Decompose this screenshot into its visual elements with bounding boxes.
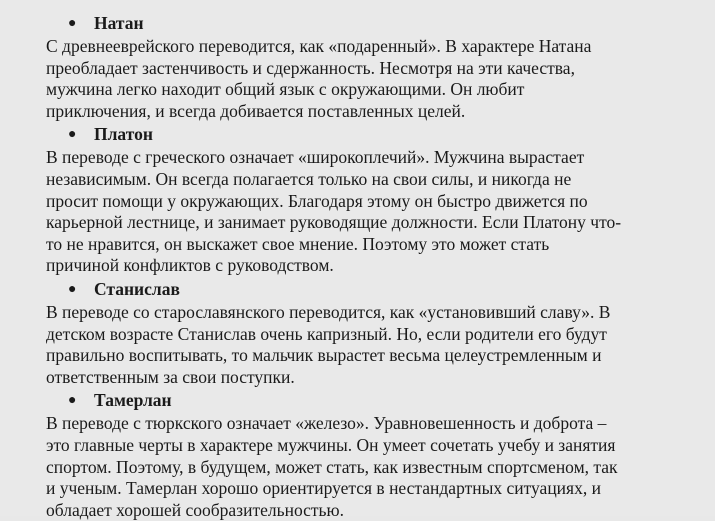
text-line: правильно воспитывать, то мальчик вырастет весьма целеустремленным и: [46, 345, 602, 366]
name-description: [46, 147, 707, 277]
text-line: независимым. Он всегда полагается только на свои силы, и никогда не: [46, 168, 572, 189]
name-description: [46, 413, 707, 521]
name-entry-platon: [46, 122, 707, 277]
bullet-icon: ●: [68, 393, 77, 409]
text-line: просит помощи у окружающих. Благодаря этому он быстро движется по: [46, 190, 588, 211]
text-line: это главные черты в характере мужчины. Он умеет сочетать учебу и занятия: [46, 434, 616, 455]
name-title: Натан: [94, 13, 144, 33]
text-line: карьерной лестнице, и занимает руководящие должности. Если Платону что-: [46, 212, 622, 233]
text-line: спортом. Поэтому, в будущем, может стать, как известным спортсменом, так: [46, 456, 618, 477]
name-entry-stanislav: [46, 277, 707, 388]
text-line: преобладает застенчивость и сдержанность. Несмотря на эти качества,: [46, 57, 575, 78]
text-line: детском возрасте Станислав очень капризный. Но, если родители его будут: [46, 323, 607, 344]
text-line: ответственным за свои поступки.: [46, 366, 295, 387]
text-line: приключения, и всегда добивается поставленных целей.: [46, 100, 466, 121]
name-entry-natan: [46, 11, 707, 122]
text-line: мужчина легко находит общий язык с окружающими. Он любит: [46, 79, 525, 100]
name-title: Платон: [94, 124, 153, 145]
name-heading: [46, 11, 707, 36]
name-description: [46, 36, 707, 122]
name-title: Станислав: [94, 278, 180, 299]
name-title: Тамерлан: [94, 390, 172, 411]
bullet-icon: ●: [68, 281, 77, 297]
name-heading: [46, 277, 707, 302]
text-line: В переводе с греческого означает «широкоплечий». Мужчина вырастает: [46, 147, 585, 168]
text-line: обладает хорошей сообразительностью.: [46, 499, 344, 520]
name-heading: [46, 388, 707, 413]
text-line: причиной конфликтов с руководством.: [46, 255, 334, 276]
text-line: и ученым. Тамерлан хорошо ориентируется в нестандартных ситуациях, и: [46, 478, 601, 499]
bullet-icon: ●: [68, 127, 77, 143]
name-entry-tamerlan: [46, 388, 707, 521]
text-line: то не нравится, он выскажет свое мнение. Поэтому это может стать: [46, 233, 550, 254]
bullet-icon: ●: [68, 16, 77, 31]
text-line: В переводе со старославянского переводится, как «установивший славу». В: [46, 301, 611, 322]
text-line: В переводе с тюркского означает «железо». Уравновешенность и доброта –: [46, 413, 607, 434]
text-line: С древнееврейского переводится, как «подаренный». В характере Натана: [46, 36, 592, 56]
name-description: [46, 302, 707, 388]
name-heading: [46, 122, 707, 147]
